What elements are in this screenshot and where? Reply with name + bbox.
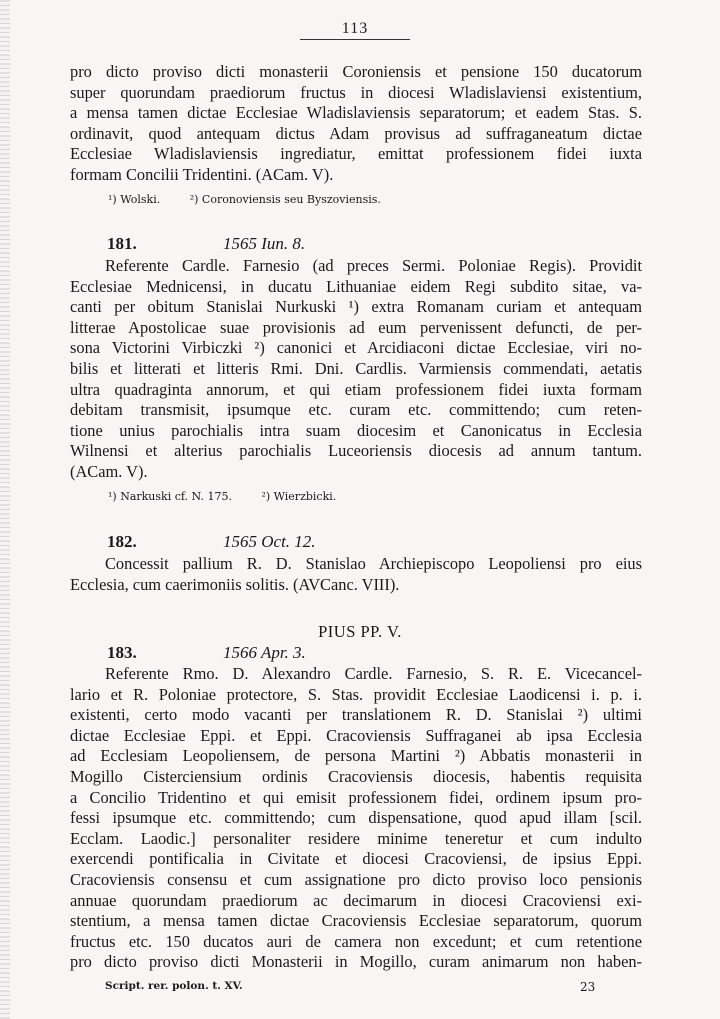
text-line: a Concilio Tridentino et qui emisit professionem fidei, ordinem ipsum pro- — [70, 787, 642, 807]
text-line: pro dicto proviso dicti monasterii Coroniensis et pensione 150 ducatorum — [70, 62, 642, 81]
entry-date: 1565 Iun. 8. — [223, 234, 306, 253]
text-line: Referente Cardle. Farnesio (ad preces Sermi. Poloniae Regis). Providit — [105, 256, 642, 275]
text-line: Referente Rmo. D. Alexandro Cardle. Farnesio, S. R. E. Vicecancel- — [105, 664, 642, 683]
entry-number: 183. — [107, 643, 137, 662]
entry-181-text — [70, 256, 642, 483]
text-line: fessi ipsumque etc. committendo; cum dispensatione, quod apud illam [scil. — [70, 808, 642, 828]
text-line: (ACam. V). — [70, 461, 148, 481]
text-line: Ecclesiae Mednicensi, in ducatu Lithuaniae eidem Regi subdito sitae, va- — [70, 276, 642, 296]
text-line: a mensa tamen dictae Ecclesiae Wladislaviensis separatorum; et eadem Stas. S. — [70, 103, 642, 123]
page-number: 113 — [300, 20, 410, 40]
footnote: ²) Wierzbicki. — [261, 490, 337, 503]
text-line: super quorundam praediorum fructus in diocesi Wladislaviensi existentium, — [70, 82, 642, 102]
text-line: sona Victorini Virbiczki ²) canonici et Arcidiaconi dictae Ecclesiae, viri no- — [70, 338, 642, 358]
footnotes-intro — [108, 193, 407, 206]
text-line: Mogillo Cisterciensium ordinis Cracoviensis diocesis, habentis requisita — [70, 766, 642, 786]
entry-number: 182. — [107, 532, 137, 551]
entry-date: 1565 Oct. 12. — [223, 532, 316, 551]
text-line: litterae Apostolicae suae provisionis ad eum pervenissent defuncti, de per- — [70, 317, 642, 337]
entry-number: 181. — [107, 234, 137, 253]
text-line: tione unius parochialis intra suam diocesim et Canonicatus in Ecclesia — [70, 420, 642, 440]
footnotes-181 — [108, 490, 362, 503]
footer-signature: 23 — [580, 980, 596, 994]
text-line: ultra quadraginta annorum, et qui etiam professionem fidei iuxta formam — [70, 379, 642, 399]
footnote: ¹) Wolski. — [108, 193, 161, 206]
text-line: stentium, a mensa tamen dictae Cracoviensis Ecclesiae separatorum, quorum — [70, 911, 642, 931]
text-line: dictae Ecclesiae Eppi. et Eppi. Cracoviensis Suffraganei ab ipsa Ecclesia — [70, 725, 642, 745]
intro-paragraph — [70, 62, 642, 186]
entry-header-182 — [107, 532, 316, 552]
text-line: exercendi pontificalia in Civitate et diocesi Cracoviensi, de ipsius Eppi. — [70, 849, 642, 869]
text-line: existenti, certo modo vacanti per translationem R. D. Stanislai ²) ultimi — [70, 705, 642, 725]
footnote: ¹) Narkuski cf. N. 175. — [108, 490, 232, 503]
text-line: formam Concilii Tridentini. (ACam. V). — [70, 164, 334, 184]
entry-182-text — [70, 554, 642, 595]
text-line: Concessit pallium R. D. Stanislao Archiepiscopo Leopoliensi pro eius — [105, 554, 642, 573]
text-line: canti per obitum Stanislai Nurkuski ¹) extra Romanam curiam et antequam — [70, 297, 642, 317]
text-line: lario et R. Poloniae protectore, S. Stas. providit Ecclesiae Laodicensi i. p. i. — [70, 684, 642, 704]
text-line: pro dicto proviso dicti Monasterii in Mogillo, curam animarum non haben- — [70, 952, 642, 972]
entry-header-181 — [107, 234, 305, 254]
text-line: Cracoviensis consensu et cum assignatione pro dicto proviso loco pensionis — [70, 869, 642, 889]
text-line: Ecclesia, cum caerimoniis solitis. (AVCanc. VIII). — [70, 574, 400, 594]
entry-date: 1566 Apr. 3. — [223, 643, 306, 662]
entry-header-183 — [107, 643, 306, 663]
text-line: bilis et litterati et litteris Rmi. Dni. Cardlis. Varmiensis commendati, aetatis — [70, 358, 642, 378]
text-line: annuae quorundam praediorum ac decimarum in diocesi Cracoviensi exi- — [70, 890, 642, 910]
pope-heading: PIUS PP. V. — [318, 622, 402, 641]
text-line: Wilnensi et alterius parochialis Luceoriensis diocesis ad annum tantum. — [70, 441, 642, 461]
text-line: fructus etc. 150 ducatos auri de camera non excedunt; et cum retentione — [70, 931, 642, 951]
text-line: Ecclesiae Wladislaviensis ingrediatur, emittat professionem fidei iuxta — [70, 144, 642, 164]
footer-source: Script. rer. polon. t. XV. — [105, 980, 243, 992]
footnote: ²) Coronoviensis seu Byszoviensis. — [189, 193, 381, 206]
text-line: ordinavit, quod antequam dictus Adam provisus ad suffraganeatum dictae — [70, 123, 642, 143]
entry-183-text — [70, 664, 642, 973]
text-line: ad Ecclesiam Leopoliensem, de persona Martini ²) Abbatis monasterii in — [70, 746, 642, 766]
text-line: Ecclam. Laodic.] personaliter residere minime teneretur et cum indulto — [70, 828, 642, 848]
text-line: debitam transmisit, ipsumque etc. curam etc. committendo; cum reten- — [70, 400, 642, 420]
